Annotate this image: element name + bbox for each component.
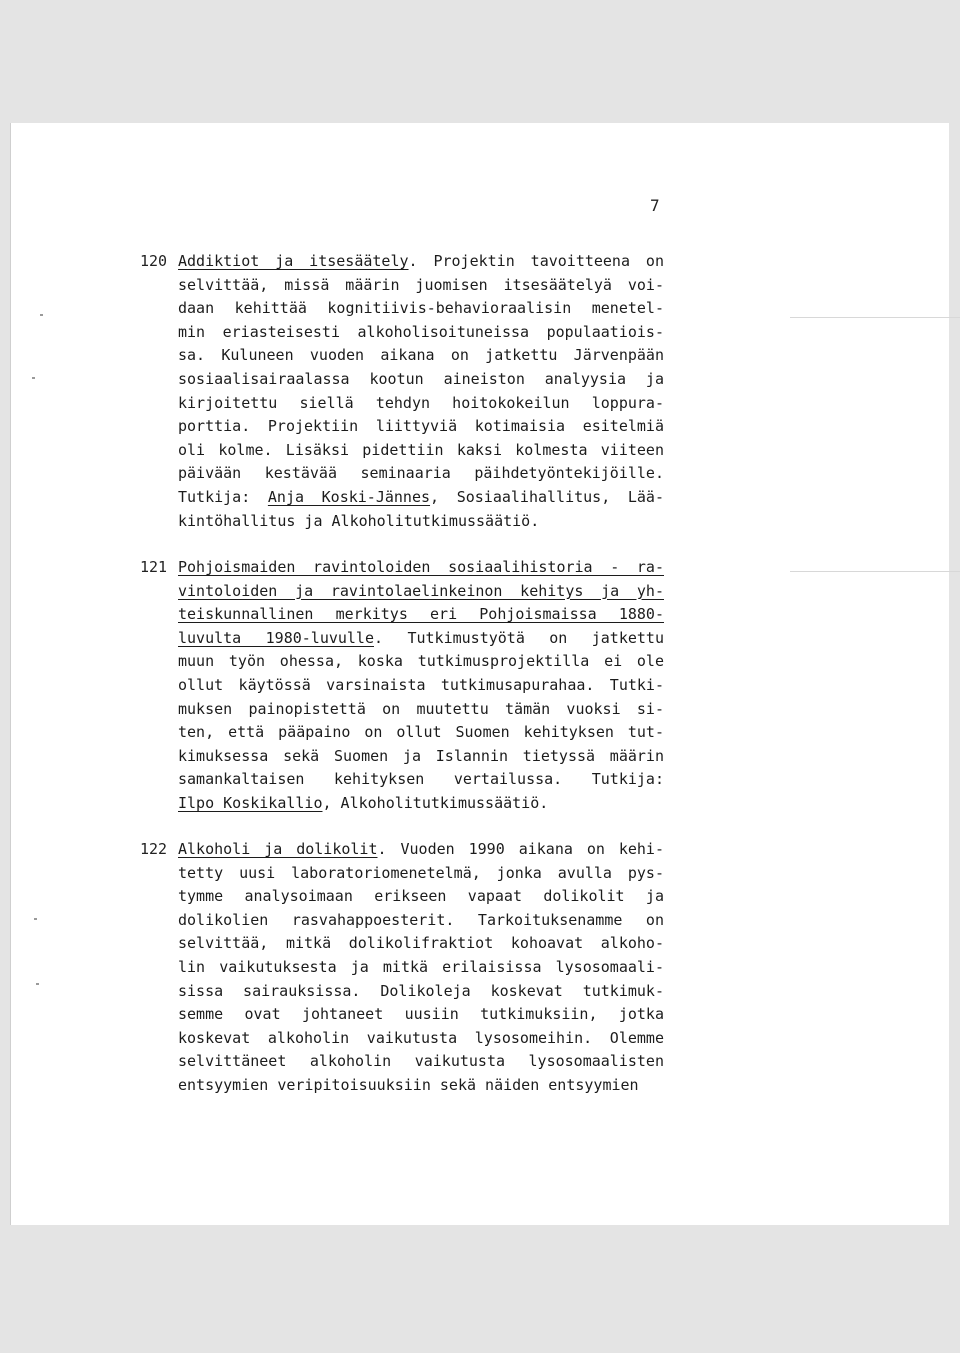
text-line [178, 1074, 664, 1098]
text-run: semme ovat johtaneet uusiin tutkimuksiin, jotka [178, 1005, 664, 1024]
text-run: . Vuoden 1990 aikana on kehi- [377, 840, 664, 858]
text-line [178, 321, 664, 345]
text-run: ten, että pääpaino on ollut Suomen kehityksen tut- [178, 723, 664, 742]
text-run: entsyymien veripitoisuuksiin sekä näiden entsyymien [178, 1076, 639, 1094]
text-line [178, 721, 664, 745]
text-run: muun työn ohessa, koska tutkimusprojektilla ei ole [178, 652, 664, 671]
text-line [178, 580, 664, 604]
text-run: sosiaalisairaalassa kootun aineiston analyysia ja [178, 370, 664, 388]
text-line [178, 674, 664, 698]
text-line [178, 768, 664, 792]
text-line [178, 344, 664, 368]
underlined-text: teiskunnallinen merkitys eri Pohjoismaissa 1880- [178, 605, 664, 624]
text-run: kintöhallitus ja Alkoholitutkimussäätiö. [178, 511, 540, 530]
underlined-text: Ilpo Koskikallio [178, 794, 323, 812]
scan-speck [36, 983, 39, 985]
text-line [178, 1050, 664, 1074]
text-line [178, 885, 664, 909]
text-line [178, 1003, 664, 1027]
text-run: . Projektin tavoitteena on [408, 252, 664, 270]
entry-number: 121 [140, 558, 168, 576]
underlined-text: Addiktiot ja itsesäätely [178, 252, 409, 270]
text-run: selvittäneet alkoholin vaikutusta lysosomaalisten [178, 1052, 664, 1071]
text-line [178, 415, 664, 439]
text-line [178, 980, 664, 1004]
text-line [178, 862, 664, 886]
scan-speck [34, 918, 37, 920]
text-line [178, 698, 664, 722]
text-line [178, 792, 664, 816]
text-line [178, 510, 664, 534]
text-line [178, 627, 664, 651]
text-line [178, 956, 664, 980]
scan-rule-line [790, 571, 960, 572]
underlined-text: Anja Koski-Jännes [267, 488, 431, 506]
text-run: oli kolme. Lisäksi pidettiin kaksi kolmesta viiteen [178, 440, 664, 459]
text-line [178, 650, 664, 674]
text-run: muksen painopistettä on muutettu tämän vuoksi si- [178, 699, 664, 718]
text-run: selvittää, missä määrin juomisen itsesäätelyä voi- [178, 275, 664, 294]
text-run: kimuksessa sekä Suomen ja Islannin tietyssä määrin [178, 746, 664, 765]
text-line [178, 745, 664, 769]
text-line [178, 297, 664, 321]
underlined-text: Alkoholi ja dolikolit [178, 840, 378, 858]
text-run: tetty uusi laboratoriomenetelmä, jonka avulla pys- [178, 863, 664, 882]
text-run: , Sosiaalihallitus, Lää- [430, 488, 664, 506]
text-run: Tutkija: [178, 488, 268, 506]
text-run: porttia. Projektiin liittyviä kotimaisia esitelmiä [178, 417, 664, 436]
text-line [178, 838, 664, 862]
text-line [178, 909, 664, 933]
text-run: kirjoitettu siellä tehdyn hoitokokeilun loppura- [178, 393, 664, 412]
text-run: koskevat alkoholin vaikutusta lysosomeihin. Olemme [178, 1028, 664, 1047]
text-run: ollut käytössä varsinaista tutkimusapurahaa. Tutki- [178, 676, 664, 694]
text-line [178, 392, 664, 416]
text-run: dolikolien rasvahappoesterit. Tarkoituksenamme on [178, 910, 664, 929]
text-run: daan kehittää kognitiivis-behavioraalisin menetel- [178, 299, 664, 318]
text-line [178, 274, 664, 298]
text-run: tymme analysoimaan erikseen vapaat dolikolit ja [178, 887, 664, 906]
text-run: selvittää, mitkä dolikolifraktiot kohoavat alkoho- [178, 934, 664, 953]
scan-speck [32, 377, 35, 379]
text-line [178, 250, 664, 274]
text-line [178, 1027, 664, 1051]
text-run: sa. Kuluneen vuoden aikana on jatkettu Järvenpään [178, 346, 664, 365]
underlined-text: Pohjoismaiden ravintoloiden sosiaalihistoria - ra- [178, 558, 664, 576]
text-run: , Alkoholitutkimussäätiö. [322, 794, 549, 812]
text-line [178, 932, 664, 956]
underlined-text: vintoloiden ja ravintolaelinkeinon kehitys ja yh- [178, 581, 664, 600]
scan-rule-line [790, 317, 960, 318]
text-line [178, 603, 664, 627]
text-run: lin vaikutuksesta ja mitkä erilaisissa lysosomaali- [178, 958, 664, 976]
scan-speck [40, 314, 43, 316]
underlined-text: luvulta 1980-luvulle [178, 628, 374, 647]
text-line [178, 486, 664, 510]
text-line [178, 462, 664, 486]
text-run: sissa sairauksissa. Dolikoleja koskevat tutkimuk- [178, 981, 664, 1000]
page-number: 7 [650, 196, 660, 215]
text-run: samankaltaisen kehityksen vertailussa. Tutkija: [178, 770, 664, 789]
entry-number: 122 [140, 840, 168, 858]
text-line [178, 439, 664, 463]
entry-number: 120 [140, 252, 168, 270]
text-line [178, 556, 664, 580]
text-line [178, 368, 664, 392]
text-run: min eriasteisesti alkoholisoituneissa populaatiois- [178, 322, 664, 341]
text-run: . Tutkimustyötä on jatkettu [374, 628, 664, 647]
text-run: päivään kestävää seminaaria päihdetyöntekijöille. [178, 464, 664, 483]
